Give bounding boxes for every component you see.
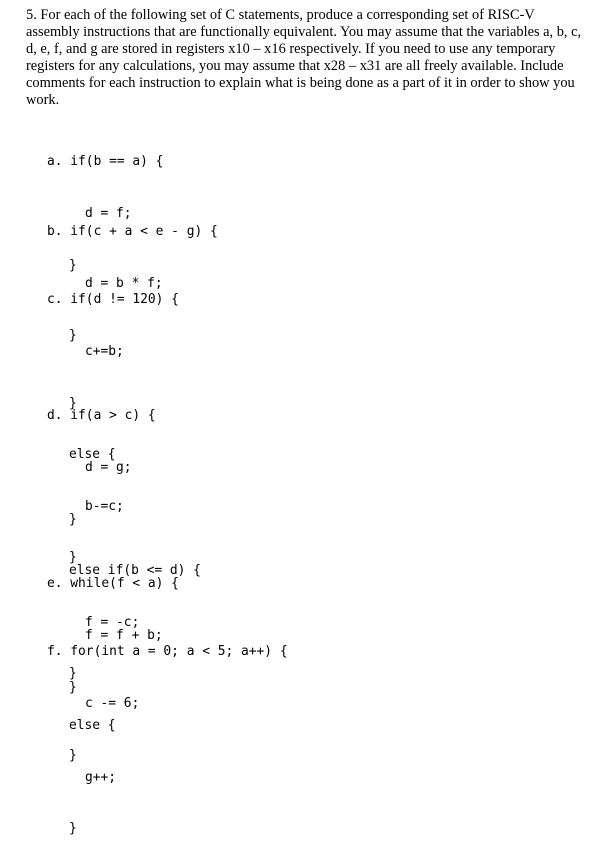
code-line: } [69,257,77,273]
code-line: b-=c; [85,498,124,514]
code-line: c -= 6; [85,696,140,711]
question-line: work. [26,92,60,108]
code-line: } [69,327,77,343]
code-line: f. for(int a = 0; a < 5; a++) { [47,644,288,660]
question-line: 5. For each of the following set of C statements, produce a corresponding set of RISC-V [26,7,535,23]
question-line: assembly instructions that are functionally equivalent. You may assume that the variables a, b, c, [26,24,582,40]
code-line: d = b * f; [85,276,163,291]
question-line: d, e, f, and g are stored in registers x10 – x16 respectively. If you need to use any temporary [26,41,556,57]
code-line: b. if(c + a < e - g) { [47,224,218,240]
code-line: c+=b; [85,344,124,359]
code-line: } [69,511,77,527]
code-line: } [69,550,77,566]
code-line: else { [69,447,116,463]
code-line: else if(b <= d) { [69,563,201,579]
code-line: } [69,666,77,682]
question-line: comments for each instruction to explain what is being done as a part of it in order to show you [26,75,575,91]
code-line: g++; [85,769,117,785]
code-line: else { [69,717,116,733]
code-line: d. if(a > c) { [47,408,156,424]
code-line: e. while(f < a) { [47,576,179,592]
code-line: } [69,395,77,411]
question-text [26,7,596,109]
code-line: } [69,679,77,695]
code-line: d = g; [85,460,132,475]
code-line: f = -c; [85,614,140,630]
question-line: registers for any calculations, you may assume that x28 – x31 are all freely available. Include [26,58,564,74]
code-line: } [69,747,77,763]
code-line: a. if(b == a) { [47,154,164,170]
code-line: c. if(d != 120) { [47,292,179,308]
code-line: d = f; [85,206,132,221]
code-line: } [69,821,77,837]
code-line: f = f + b; [85,628,163,643]
